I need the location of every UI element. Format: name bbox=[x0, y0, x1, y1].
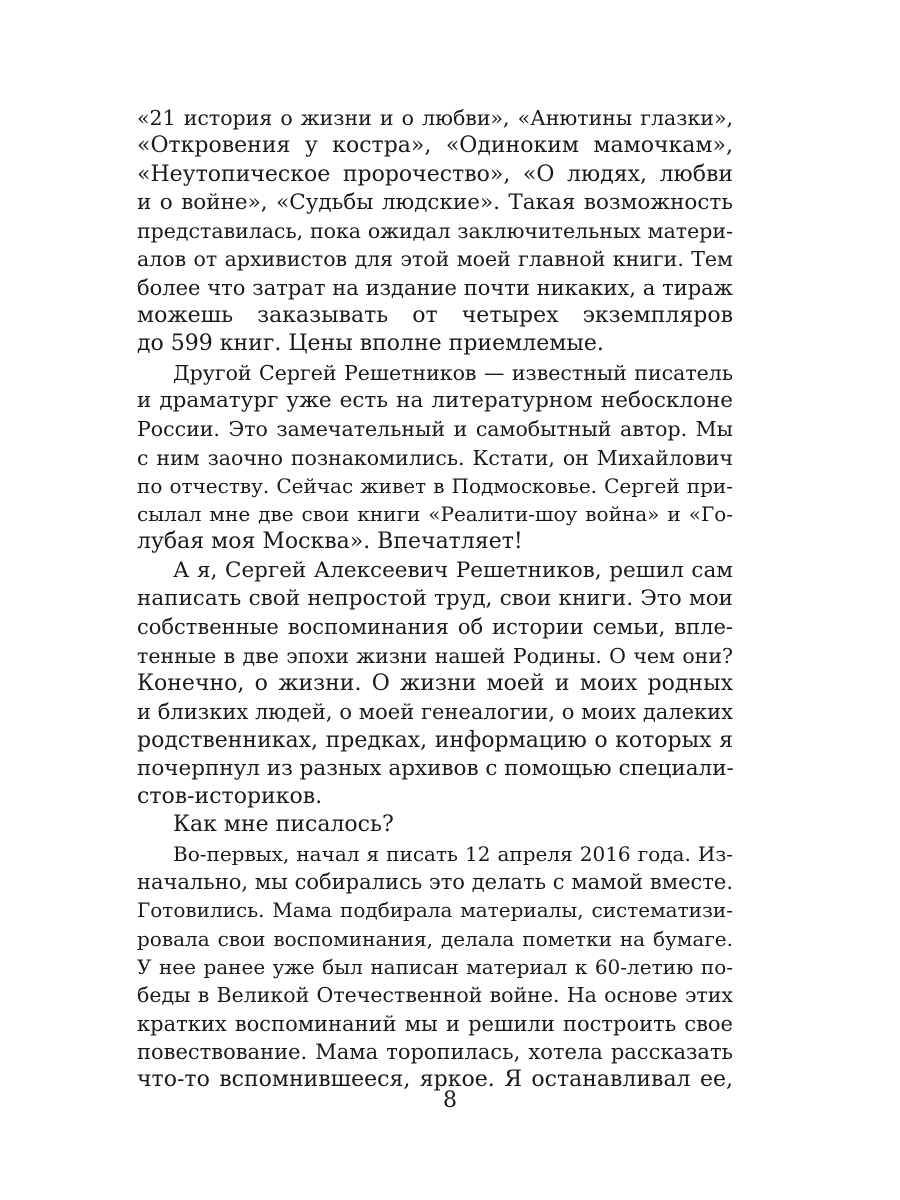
text-line: родственниках, предках, информацию о которых я bbox=[137, 727, 733, 753]
text-line: алов от архивистов для этой моей главной книги. Тем bbox=[137, 247, 733, 272]
text-line: Во-первых, начал я писать 12 апреля 2016 года. Из- bbox=[173, 841, 733, 866]
text-line: Конечно, о жизни. О жизни моей и моих родных bbox=[137, 670, 733, 696]
text-line: по отчеству. Сейчас живет в Подмосковье. Сергей при- bbox=[137, 473, 733, 498]
text-line: Как мне писалось? bbox=[173, 812, 394, 838]
text-line: лубая моя Москва». Впечатляет! bbox=[137, 529, 523, 555]
text-line: России. Это замечательный и самобытный автор. Мы bbox=[137, 417, 733, 442]
text-line: тенные в две эпохи жизни нашей Родины. О чем они? bbox=[137, 643, 733, 668]
text-line: ровала свои воспоминания, делала пометки на бумаге. bbox=[137, 926, 733, 951]
text-line: представилась, пока ожидал заключительных матери- bbox=[137, 219, 733, 244]
body-text bbox=[137, 104, 733, 1094]
text-line: кратких воспоминаний мы и решили построить свое bbox=[137, 1011, 733, 1036]
text-line: и о войне», «Судьбы людские». Такая возможность bbox=[137, 189, 733, 215]
text-line: Готовились. Мама подбирала материалы, систематизи- bbox=[137, 898, 733, 923]
text-line: собственные воспоминания об истории семьи, впле- bbox=[137, 615, 733, 640]
text-line: и близких людей, о моей генеалогии, о моих далеких bbox=[137, 700, 733, 725]
text-line: «21 история о жизни и о любви», «Анютины глазки», bbox=[137, 106, 733, 130]
text-line: можешь заказывать от четырех экземпляров bbox=[137, 303, 733, 329]
text-line: У нее ранее уже был написан материал к 60-летию по- bbox=[137, 954, 733, 979]
text-line: до 599 книг. Цены вполне приемлемые. bbox=[137, 331, 604, 357]
text-line: А я, Сергей Алексеевич Решетников, решил сам bbox=[173, 557, 733, 583]
text-line: Другой Сергей Решетников — известный писатель bbox=[173, 360, 733, 385]
text-line: более что затрат на издание почти никаких, а тираж bbox=[137, 275, 733, 300]
text-line: и драматург уже есть на литературном небосклоне bbox=[137, 387, 733, 413]
text-line: повествование. Мама торопилась, хотела рассказать bbox=[137, 1039, 733, 1064]
text-line: почерпнул из разных архивов с помощью специали- bbox=[137, 755, 734, 781]
text-line: «Откровения у костра», «Одиноким мамочкам», bbox=[137, 133, 733, 159]
text-line: беды в Великой Отечественной войне. На основе этих bbox=[137, 983, 733, 1008]
text-line: начально, мы собирались это делать с мамой вместе. bbox=[137, 870, 733, 895]
text-line: «Неутопическое пророчество», «О людях, любви bbox=[137, 161, 733, 187]
text-line: что-то вспомнившееся, яркое. Я останавливал ее, bbox=[137, 1067, 733, 1093]
text-line: сылал мне две свои книги «Реалити-шоу война» и «Го- bbox=[137, 502, 733, 527]
text-line: написать свой непростой труд, свои книги. Это мои bbox=[137, 586, 733, 612]
text-line: стов-историков. bbox=[137, 784, 323, 810]
page-number: 8 bbox=[443, 1088, 457, 1113]
text-line: с ним заочно познакомились. Кстати, он Михайлович bbox=[137, 445, 733, 470]
